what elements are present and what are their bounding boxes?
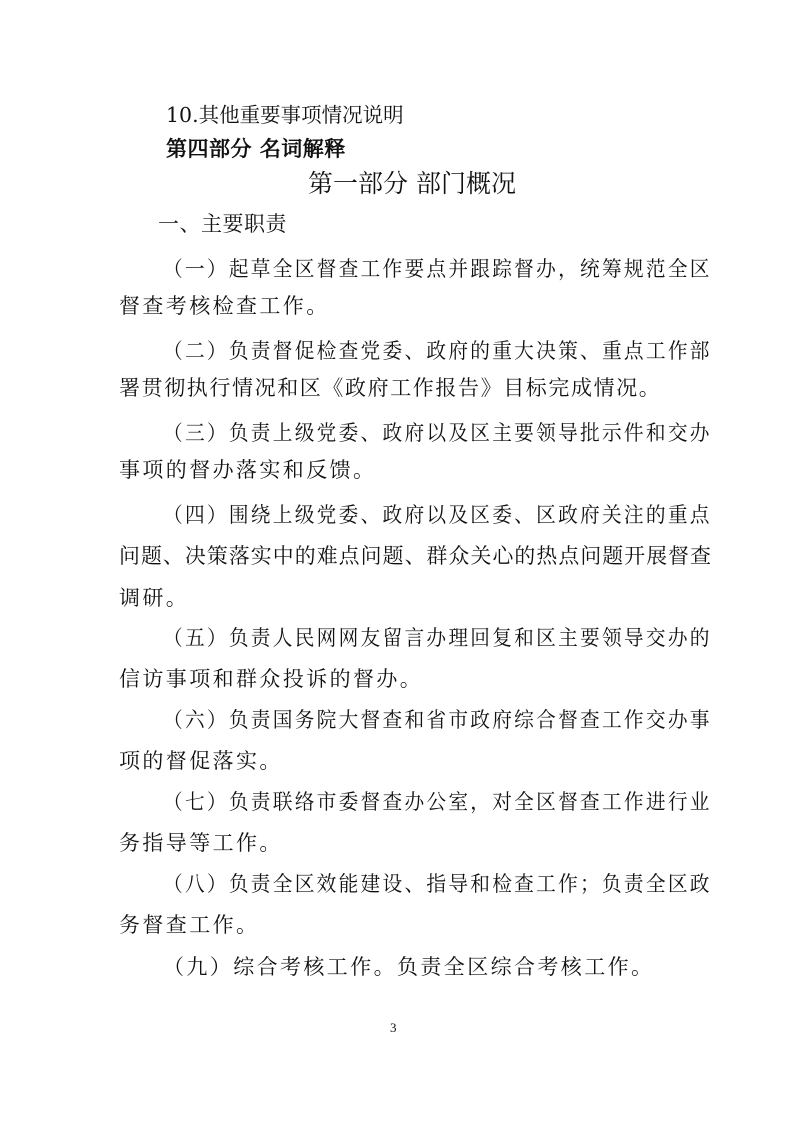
paragraph-line: 问题、决策落实中的难点问题、群众关心的热点问题开展督查 bbox=[119, 544, 713, 568]
paragraph-line: 项的督促落实。 bbox=[119, 749, 283, 773]
paragraph-line: 信访事项和群众投诉的督办。 bbox=[119, 667, 424, 691]
section-heading: 一、主要职责 bbox=[158, 212, 287, 236]
paragraph-line: 调研。 bbox=[119, 586, 190, 610]
toc-item-10: 10.其他重要事项情况说明 bbox=[166, 103, 404, 127]
paragraph-line: （五）负责人民网网友留言办理回复和区主要领导交办的 bbox=[163, 626, 712, 650]
paragraph-line: 事项的督办落实和反馈。 bbox=[119, 458, 377, 482]
paragraph-line: （三）负责上级党委、政府以及区主要领导批示件和交办 bbox=[163, 421, 712, 445]
paragraph-line: （八）负责全区效能建设、指导和检查工作；负责全区政 bbox=[163, 872, 712, 896]
part-title: 第一部分 部门概况 bbox=[308, 169, 516, 198]
paragraph-line: （六）负责国务院大督查和省市政府综合督查工作交办事 bbox=[163, 708, 712, 732]
paragraph-line: 务指导等工作。 bbox=[119, 831, 283, 855]
paragraph-line: （二）负责督促检查党委、政府的重大决策、重点工作部 bbox=[163, 339, 712, 363]
paragraph-line: （七）负责联络市委督查办公室，对全区督查工作进行业 bbox=[163, 790, 712, 814]
page-number: 3 bbox=[390, 1020, 397, 1035]
paragraph-line: （四）围绕上级党委、政府以及区委、区政府关注的重点 bbox=[163, 503, 712, 527]
paragraph-line: 务督查工作。 bbox=[119, 913, 260, 937]
paragraph-line: （九）综合考核工作。负责全区综合考核工作。 bbox=[163, 955, 655, 979]
paragraph-line: （一）起草全区督查工作要点并跟踪督办，统筹规范全区 bbox=[163, 257, 712, 281]
paragraph-line: 署贯彻执行情况和区《政府工作报告》目标完成情况。 bbox=[119, 376, 662, 400]
toc-section-4: 第四部分 名词解释 bbox=[166, 137, 346, 161]
paragraph-line: 督查考核检查工作。 bbox=[119, 294, 330, 318]
